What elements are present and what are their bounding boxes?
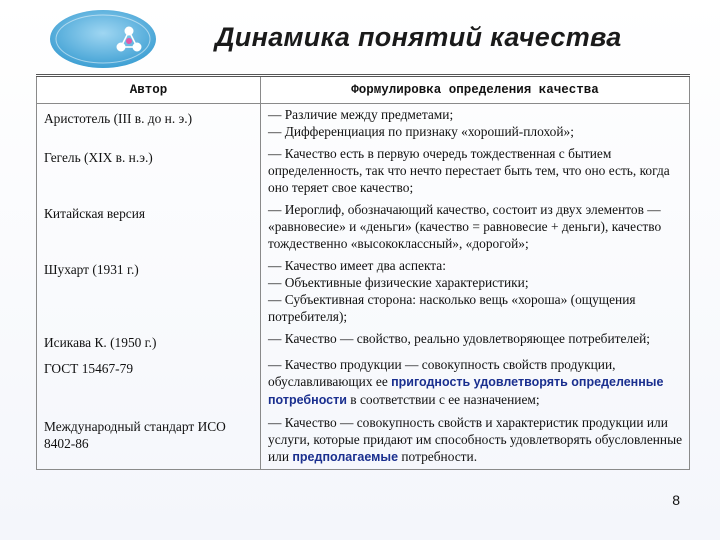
author-cell: ГОСТ 15467-79	[37, 354, 261, 412]
definition-text: — Различие между предметами;	[268, 107, 454, 122]
definition-cell	[261, 143, 690, 199]
definitions-table	[36, 74, 690, 470]
definition-line	[268, 123, 683, 140]
definition-line	[268, 201, 683, 252]
header-definition: Формулировка определения качества	[261, 76, 690, 104]
page-number: 8	[672, 492, 680, 508]
table-body	[37, 104, 690, 470]
definition-line	[268, 106, 683, 123]
author-cell: Китайская версия	[37, 199, 261, 255]
table-row	[37, 412, 690, 470]
author-cell: Международный стандарт ИСО 8402-86	[37, 412, 261, 470]
author-cell: Гегель (XIX в. н.э.)	[37, 143, 261, 199]
definition-line	[268, 274, 683, 291]
author-cell: Аристотель (III в. до н. э.)	[37, 104, 261, 144]
definition-line	[268, 145, 683, 196]
definition-text: потребности.	[398, 449, 478, 464]
definitions-table-wrapper	[36, 74, 688, 530]
definition-cell	[261, 255, 690, 328]
definition-text: — Качество — свойство, реально удовлетворяющее потребителей;	[268, 331, 650, 346]
header-author: Автор	[37, 76, 261, 104]
definition-text: — Дифференциация по признаку «хороший-плохой»;	[268, 124, 574, 139]
definition-text: — Иероглиф, обозначающий качество, состоит из двух элементов — «равновесие» и «деньги» (качество = равновесие + деньги), качество тождественно «высококлассный», «дорогой»;	[268, 202, 662, 251]
definition-text: — Качество — совокупность свойств и характеристик продукции или услуги, которые придают им способность удовлетворять обусловленные или	[268, 415, 683, 464]
definition-line	[268, 414, 683, 466]
highlighted-term: предполагаемые	[292, 450, 399, 464]
logo-icon	[49, 8, 157, 70]
definition-line	[268, 330, 683, 347]
definition-line	[268, 356, 683, 409]
table-row	[37, 143, 690, 199]
definition-line	[268, 257, 683, 274]
highlighted-term: пригодность удовлетворять определенные потребности	[268, 375, 664, 407]
definition-cell	[261, 199, 690, 255]
table-row	[37, 104, 690, 144]
definition-line	[268, 291, 683, 325]
definition-cell	[261, 412, 690, 470]
definition-cell	[261, 104, 690, 144]
table-row	[37, 328, 690, 354]
definition-text: — Качество есть в первую очередь тождественная с бытием определенность, так что нечто перестает быть тем, что оно есть, когда оно теряет свое качество;	[268, 146, 670, 195]
author-cell: Шухарт (1931 г.)	[37, 255, 261, 328]
definition-text: в соответствии с ее назначением;	[346, 392, 540, 407]
definition-text: — Качество продукции — совокупность свойств продукции, обуславливающих ее	[268, 357, 616, 389]
definition-text: — Субъективная сторона: насколько вещь «хороша» (ощущения потребителя);	[268, 292, 636, 324]
definition-text: — Качество имеет два аспекта:	[268, 258, 446, 273]
definition-text: — Объективные физические характеристики;	[268, 275, 529, 290]
table-row	[37, 354, 690, 412]
table-header-row	[37, 76, 690, 104]
definition-cell	[261, 354, 690, 412]
table-row	[37, 199, 690, 255]
page-title: Динамика понятий качества	[215, 22, 622, 52]
author-cell: Исикава К. (1950 г.)	[37, 328, 261, 354]
table-row	[37, 255, 690, 328]
definition-cell	[261, 328, 690, 354]
